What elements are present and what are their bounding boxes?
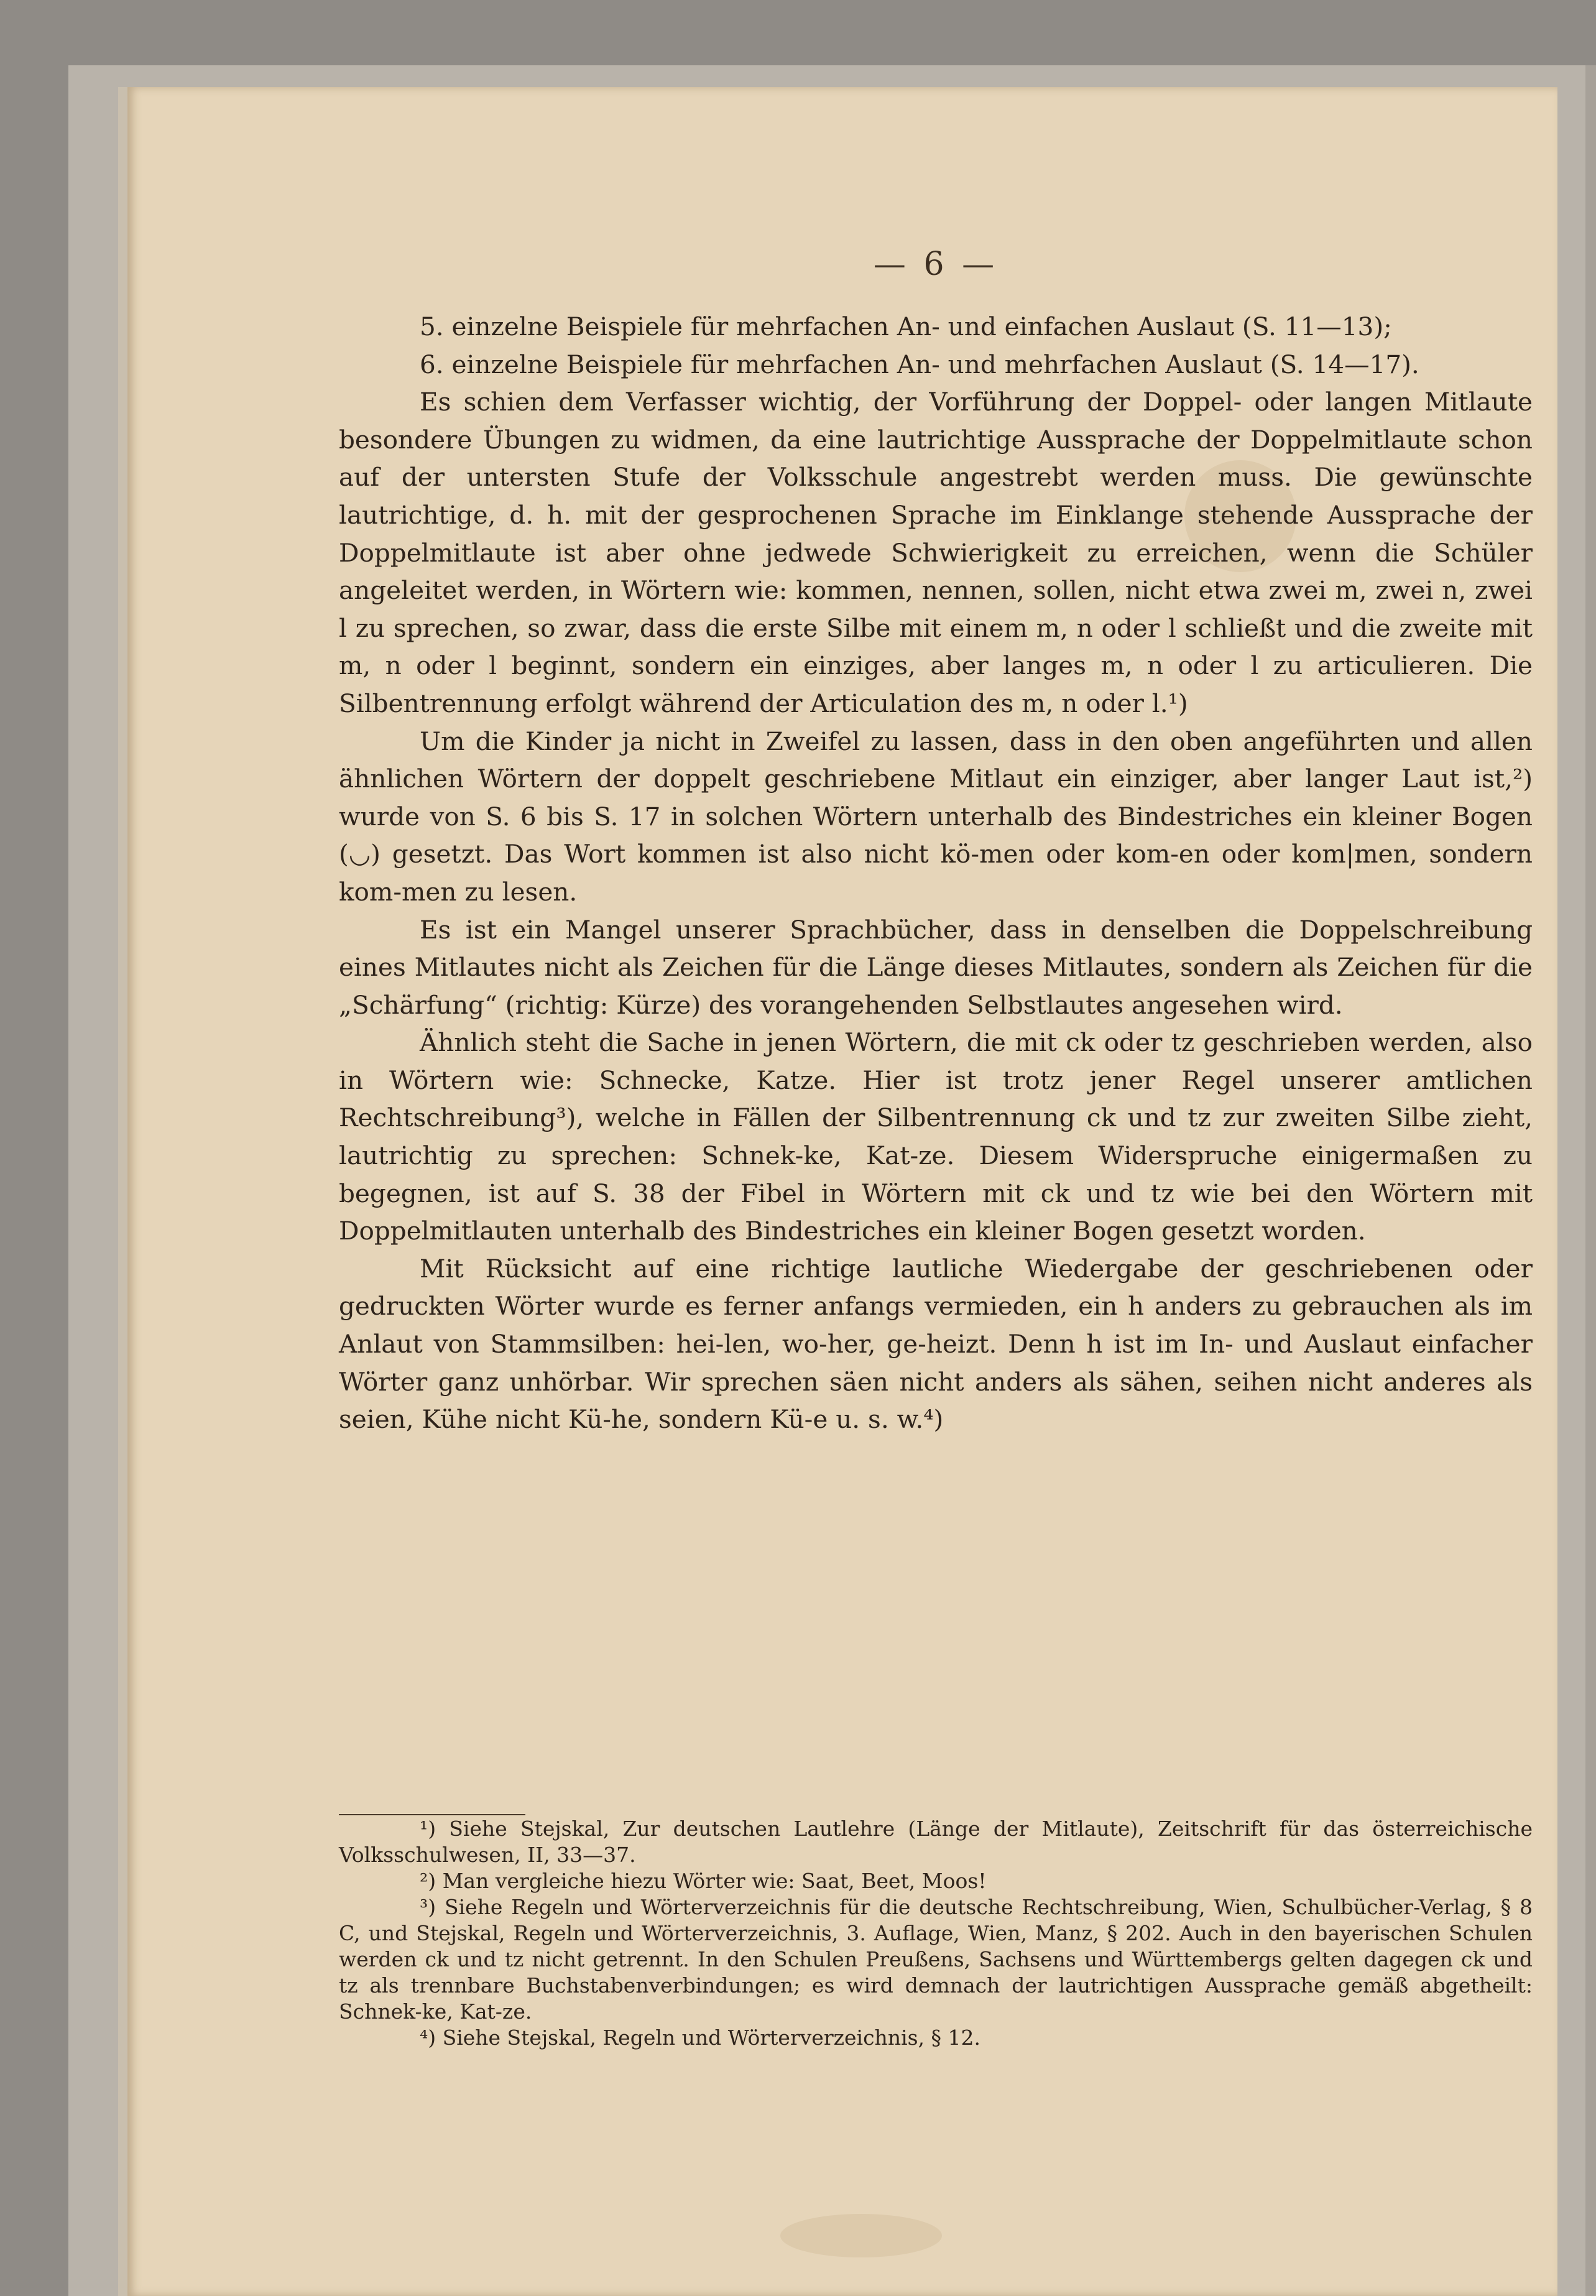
body-text xyxy=(339,308,1533,1438)
paragraph: Mit Rücksicht auf eine richtige lautliche Wiedergabe der geschriebenen oder gedruckten Wörter wurde es ferner anfangs vermieden, ein h anders zu gebrauchen als im Anlaut von Stammsilben: hei-len, wo-her, ge-heizt. Denn h ist im In- und Auslaut einfacher Wörter ganz unhörbar. Wir sprechen säen nicht anders als sähen, seihen nicht anderes als seien, Kühe nicht Kü-he, sondern Kü-e u. s. w.⁴) xyxy=(339,1253,1533,1435)
page-number: — 6 — xyxy=(873,246,999,283)
cover-edge xyxy=(1585,65,1596,2296)
paper-stain xyxy=(780,2214,942,2257)
footnote: ³) Siehe Regeln und Wörterverzeichnis für die deutsche Rechtschreibung, Wien, Schulbücher-Verlag, § 8 C, und Stejskal, Regeln und Wörterverzeichnis, 3. Auflage, Wien, Manz, § 202. Auch in den bayerischen Schulen werden ck und tz nicht getrennt. In den Schulen Preußens, Sachsens und Württembergs gelten dagegen ck und tz als trennbare Buchstabenverbindungen; es wird demnach der lautrichtigen Aussprache gemäß abgetheilt: Schnek-ke, Kat-ze. xyxy=(339,1895,1533,2024)
paragraph: Ähnlich steht die Sache in jenen Wörtern, die mit ck oder tz geschrieben werden, also in Wörtern wie: Schnecke, Katze. Hier ist trotz jener Regel unserer amtlichen Rechtschreibung³), welche in Fällen der Silbentrennung ck und tz zur zweiten Silbe zieht, lautrichtig zu sprechen: Schnek-ke, Kat-ze. Diesem Widerspruche einigermaßen zu begegnen, ist auf S. 38 der Fibel in Wörtern mit ck und tz wie bei den Wörtern mit Doppelmitlauten unterhalb des Bindestriches ein kleiner Bogen gesetzt worden. xyxy=(339,1027,1533,1246)
footnote: ²) Man vergleiche hiezu Wörter wie: Saat, Beet, Moos! xyxy=(420,1869,987,1893)
footnotes xyxy=(339,1816,1533,2051)
paragraph: 5. einzelne Beispiele für mehrfachen An- und einfachen Auslaut (S. 11—13); xyxy=(420,312,1392,341)
paragraph: Es schien dem Verfasser wichtig, der Vorführung der Doppel- oder langen Mitlaute besondere Übungen zu widmen, da eine lautrichtige Aussprache der Doppelmitlaute schon auf der untersten Stufe der Volksschule angestrebt werden muss. Die gewünschte lautrichtige, d. h. mit der gesprochenen Sprache im Einklange stehende Aussprache der Doppelmitlaute ist aber ohne jedwede Schwierigkeit zu erreichen, wenn die Schüler angeleitet werden, in Wörtern wie: kommen, nennen, sollen, nicht etwa zwei m, zwei n, zwei l zu sprechen, so zwar, dass die erste Silbe mit einem m, n oder l schließt und die zweite mit m, n oder l beginnt, sondern ein einziges, aber langes m, n oder l zu articulieren. Die Silbentrennung erfolgt während der Articulation des m, n oder l.¹) xyxy=(339,387,1533,718)
footnote-divider xyxy=(339,1814,525,1815)
paragraph: Um die Kinder ja nicht in Zweifel zu lassen, dass in den oben angeführten und allen ähnlichen Wörtern der doppelt geschriebene Mitlaut ein einziger, aber langer Laut ist,²) wurde von S. 6 bis S. 17 in solchen Wörtern unterhalb des Bindestriches ein kleiner Bogen (◡) gesetzt. Das Wort kommen ist also nicht kö-men oder kom-en oder kom|men, sondern kom-men zu lesen. xyxy=(339,726,1533,907)
paragraph: 6. einzelne Beispiele für mehrfachen An- und mehrfachen Auslaut (S. 14—17). xyxy=(420,349,1419,379)
book-page xyxy=(127,87,1557,2296)
footnote: ⁴) Siehe Stejskal, Regeln und Wörterverzeichnis, § 12. xyxy=(420,2025,981,2050)
footnote: ¹) Siehe Stejskal, Zur deutschen Lautlehre (Länge der Mitlaute), Zeitschrift für das österreichische Volksschulwesen, II, 33—37. xyxy=(339,1817,1533,1867)
paragraph: Es ist ein Mangel unserer Sprachbücher, dass in denselben die Doppelschreibung eines Mitlautes nicht als Zeichen für die Länge dieses Mitlautes, sondern als Zeichen für die „Schärfung“ (richtig: Kürze) des vorangehenden Selbstlautes angesehen wird. xyxy=(339,914,1533,1020)
